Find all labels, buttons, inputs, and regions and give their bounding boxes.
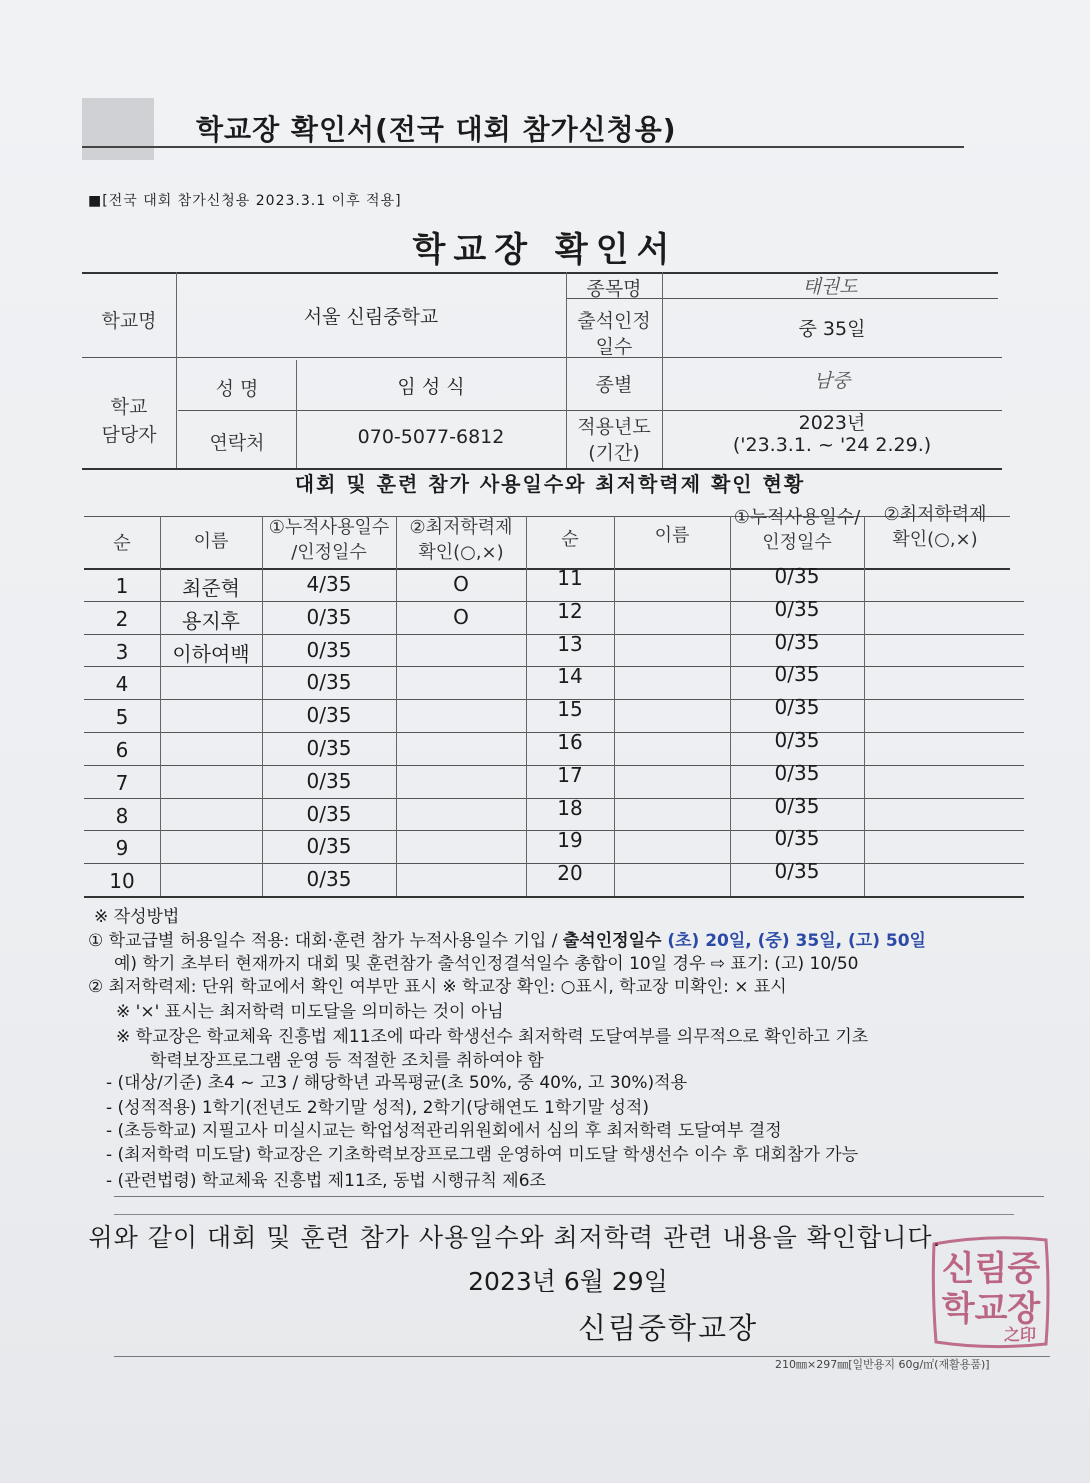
used-days: 0/35 bbox=[774, 597, 820, 621]
paper-spec-note: 210㎜×297㎜[일반용지 60g/㎡(재활용품)] bbox=[775, 1358, 990, 1371]
col-check-header: ②최저학력제 bbox=[409, 517, 513, 538]
row-number: 14 bbox=[557, 664, 583, 688]
category-label: 종별 bbox=[595, 374, 633, 396]
col-check-header-right: ②최저학력제 bbox=[883, 504, 987, 525]
phone-label: 연락처 bbox=[209, 432, 265, 454]
row-number: 16 bbox=[557, 730, 583, 754]
col-days-header: ①누적사용일수 bbox=[268, 517, 390, 538]
name-label: 성 명 bbox=[215, 378, 259, 400]
used-days: 0/35 bbox=[774, 564, 820, 588]
row-number: 8 bbox=[115, 804, 129, 828]
row-number: 18 bbox=[557, 796, 583, 820]
attendance-value: 중 35일 bbox=[798, 318, 866, 340]
row-number: 4 bbox=[115, 672, 129, 696]
header-shade-block bbox=[82, 98, 154, 160]
event-label: 종목명 bbox=[586, 278, 642, 300]
detail-target: - (대상/기준) 초4 ~ 고3 / 해당학년 과목평균(초 50%, 중 40%, 고 30%)적용 bbox=[106, 1073, 688, 1093]
used-days: 0/35 bbox=[306, 736, 352, 760]
note-2: ② 최저학력제: 단위 학교에서 확인 여부만 표시 ※ 학교장 확인: ○표시, 학교장 미확인: × 표시 bbox=[88, 977, 787, 997]
used-days: 0/35 bbox=[774, 662, 820, 686]
note-2-duty: ※ 학교장은 학교체육 진흥법 제11조에 따라 학생선수 최저학력 도달여부를 의무적으로 확인하고 기초 bbox=[116, 1027, 869, 1047]
school-label: 학교명 bbox=[101, 310, 157, 332]
period-value: ('23.3.1. ~ '24 2.29.) bbox=[732, 434, 932, 456]
row-number: 1 bbox=[115, 574, 129, 598]
col-days-header-right-2: 인정일수 bbox=[762, 532, 832, 553]
row-number: 15 bbox=[557, 697, 583, 721]
row-number: 3 bbox=[115, 640, 129, 664]
used-days: 0/35 bbox=[306, 638, 352, 662]
row-number: 10 bbox=[109, 869, 135, 893]
detail-elementary: - (초등학교) 지필고사 미실시교는 학업성적관리위원회에서 심의 후 최저학력 도달여부 결정 bbox=[106, 1121, 782, 1141]
min-academic-check: O bbox=[453, 605, 469, 629]
note-1 bbox=[88, 930, 926, 953]
note-1-bold: 출석인정일수 bbox=[562, 931, 668, 951]
col-no-header: 순 bbox=[113, 533, 131, 554]
status-section-title: 대회 및 훈련 참가 사용일수와 최저학력제 확인 현황 bbox=[294, 472, 806, 496]
document-header-title: 학교장 확인서(전국 대회 참가신청용) bbox=[196, 113, 677, 146]
name-value: 임 성 식 bbox=[397, 376, 465, 398]
instructions-heading: ※ 작성방법 bbox=[94, 907, 180, 927]
seal-text-1: 신림중 bbox=[941, 1249, 1041, 1289]
attendance-label-2: 일수 bbox=[595, 336, 633, 358]
note-2-remark: ※ '×' 표시는 최저학력 미도달을 의미하는 것이 아님 bbox=[116, 1002, 504, 1022]
form-usage-note: ■[전국 대회 참가신청용 2023.3.1 이후 적용] bbox=[88, 193, 402, 209]
year-value: 2023년 bbox=[798, 412, 866, 434]
used-days: 0/35 bbox=[306, 703, 352, 727]
used-days: 0/35 bbox=[774, 695, 820, 719]
seal-text-3: 之印 bbox=[1003, 1325, 1037, 1344]
category-value: 남중 bbox=[813, 370, 851, 392]
row-number: 13 bbox=[557, 632, 583, 656]
used-days: 0/35 bbox=[774, 728, 820, 752]
note-2-duty-cont: 학력보장프로그램 운영 등 적절한 조치를 취하여야 함 bbox=[150, 1051, 544, 1071]
row-number: 5 bbox=[115, 705, 129, 729]
year-label-2: (기간) bbox=[588, 442, 640, 464]
attendance-label: 출석인정 bbox=[577, 310, 651, 332]
note-1-text: ① 학교급별 허용일수 적용: 대회·훈련 참가 누적사용일수 기입 / bbox=[88, 931, 563, 951]
row-number: 6 bbox=[115, 738, 129, 762]
col-name-header: 이름 bbox=[193, 531, 229, 552]
used-days: 0/35 bbox=[306, 769, 352, 793]
principal-seal-stamp bbox=[928, 1232, 1054, 1354]
note-1-allowed-days: (초) 20일, (중) 35일, (고) 50일 bbox=[667, 931, 926, 951]
used-days: 0/35 bbox=[774, 826, 820, 850]
detail-grades: - (성적적용) 1학기(전년도 2학기말 성적), 2학기(당해연도 1학기말 성적) bbox=[106, 1098, 649, 1118]
student-name: 이하여백 bbox=[172, 642, 250, 666]
seal-text-2: 학교장 bbox=[941, 1289, 1041, 1329]
used-days: 0/35 bbox=[306, 834, 352, 858]
phone-value: 070-5077-6812 bbox=[357, 426, 505, 448]
row-number: 19 bbox=[557, 828, 583, 852]
contact-person-label: 학교 bbox=[110, 396, 148, 418]
header-rule bbox=[82, 146, 964, 148]
used-days: 0/35 bbox=[306, 867, 352, 891]
row-number: 12 bbox=[557, 599, 583, 623]
confirmation-statement: 위와 같이 대회 및 훈련 참가 사용일수와 최저학력 관련 내용을 확인합니다. bbox=[88, 1223, 942, 1252]
col-days-header-2: /인정일수 bbox=[291, 542, 367, 563]
col-name-header-right: 이름 bbox=[654, 525, 690, 546]
col-days-header-right: ①누적사용일수/ bbox=[733, 507, 861, 528]
col-no-header-right: 순 bbox=[561, 529, 579, 550]
detail-law: - (관련법령) 학교체육 진흥법 제11조, 동법 시행규칙 제6조 bbox=[106, 1171, 546, 1191]
note-1-example: 예) 학기 초부터 현재까지 대회 및 훈련참가 출석인정결석일수 총합이 10일 경우 ⇨ 표기: (고) 10/50 bbox=[114, 954, 859, 974]
row-number: 20 bbox=[557, 861, 583, 885]
col-check-header-right-2: 확인(○,×) bbox=[892, 529, 978, 550]
contact-person-label-2: 담당자 bbox=[101, 424, 157, 446]
row-number: 2 bbox=[115, 607, 129, 631]
school-value: 서울 신림중학교 bbox=[303, 306, 439, 328]
used-days: 4/35 bbox=[306, 572, 352, 596]
row-number: 17 bbox=[557, 763, 583, 787]
used-days: 0/35 bbox=[306, 605, 352, 629]
used-days: 0/35 bbox=[774, 630, 820, 654]
used-days: 0/35 bbox=[774, 859, 820, 883]
student-name: 최준혁 bbox=[182, 576, 240, 600]
used-days: 0/35 bbox=[306, 670, 352, 694]
student-name: 용지후 bbox=[182, 609, 240, 633]
row-number: 9 bbox=[115, 836, 129, 860]
event-value: 태권도 bbox=[802, 276, 858, 298]
col-check-header-2: 확인(○,×) bbox=[418, 542, 504, 563]
min-academic-check: O bbox=[453, 572, 469, 596]
used-days: 0/35 bbox=[306, 802, 352, 826]
principal-title: 신림중학교장 bbox=[578, 1311, 759, 1345]
page-title: 학교장 확인서 bbox=[412, 230, 678, 270]
row-number: 11 bbox=[557, 566, 583, 590]
used-days: 0/35 bbox=[774, 794, 820, 818]
detail-not-reached: - (최저학력 미도달) 학교장은 기초학력보장프로그램 운영하여 미도달 학생선수 이수 후 대회참가 가능 bbox=[106, 1145, 859, 1165]
row-number: 7 bbox=[115, 771, 129, 795]
used-days: 0/35 bbox=[774, 761, 820, 785]
issue-date: 2023년 6월 29일 bbox=[468, 1267, 668, 1296]
year-label: 적용년도 bbox=[577, 416, 651, 438]
